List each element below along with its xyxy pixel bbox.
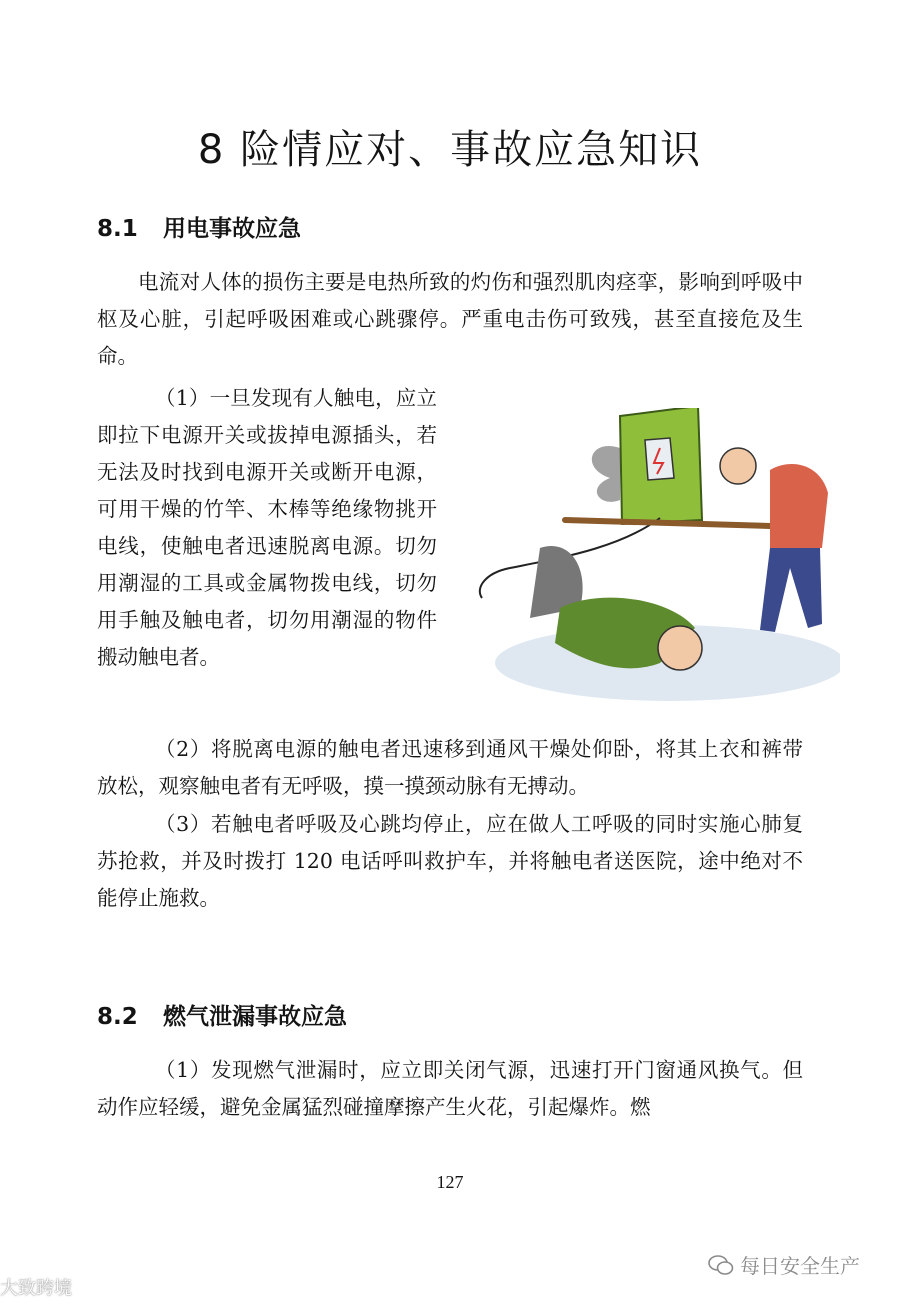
step-3-paragraph: （3）若触电者呼吸及心跳均停止，应在做人工呼吸的同时实施心肺复苏抢救，并及时拨打 120 电话呼叫救护车，并将触电者送医院，途中绝对不能停止施救。 <box>97 812 803 910</box>
victim-head <box>658 626 702 670</box>
smoke <box>592 446 620 502</box>
step-2-paragraph: （2）将脱离电源的触电者迅速移到通风干燥处仰卧，将其上衣和裤带放松，观察触电者有无呼吸，摸一摸颈动脉有无搏动。 <box>97 737 803 798</box>
rescuer-shirt <box>770 464 828 548</box>
watermark-right <box>708 1250 860 1279</box>
watermark-right-text: 每日安全生产 <box>740 1254 860 1278</box>
section-title: 用电事故应急 <box>163 216 301 242</box>
electric-shock-rescue-illustration <box>470 408 840 708</box>
rescuer-head <box>720 448 756 484</box>
step-1-paragraph: （1）一旦发现有人触电，应立即拉下电源开关或拔掉电源插头，若无法及时找到电源开关或断开电源，可用干燥的竹竿、木棒等绝缘物挑开电线，使触电者迅速脱离电源。切勿用潮湿的工具或金属物拨电线，切勿用手触及触电者，切勿用潮湿的物件搬动触电者。 <box>97 386 437 669</box>
section-number: 8.1 <box>97 216 138 242</box>
section-heading-8-2 <box>97 998 347 1031</box>
page-number: 127 <box>436 1172 464 1192</box>
gas-step-1-paragraph: （1）发现燃气泄漏时，应立即关闭气源，迅速打开门窗通风换气。但动作应轻缓，避免金属猛烈碰撞摩擦产生火花，引起爆炸。燃 <box>97 1058 803 1119</box>
section-number: 8.2 <box>97 1004 138 1030</box>
panel-meter <box>645 438 674 480</box>
intro-paragraph: 电流对人体的损伤主要是电热所致的灼伤和强烈肌肉痉挛，影响到呼吸中枢及心脏，引起呼吸困难或心跳骤停。严重电击伤可致残，甚至直接危及生命。 <box>97 270 803 368</box>
chapter-title: 8 险情应对、事故应急知识 <box>197 127 703 173</box>
section-title: 燃气泄漏事故应急 <box>163 1004 347 1030</box>
watermark-left: 大致跨境 <box>0 1278 72 1299</box>
rescuer-trousers <box>760 548 822 632</box>
section-heading-8-1 <box>97 210 301 243</box>
wechat-icon <box>708 1254 734 1276</box>
wooden-pole <box>565 520 770 526</box>
